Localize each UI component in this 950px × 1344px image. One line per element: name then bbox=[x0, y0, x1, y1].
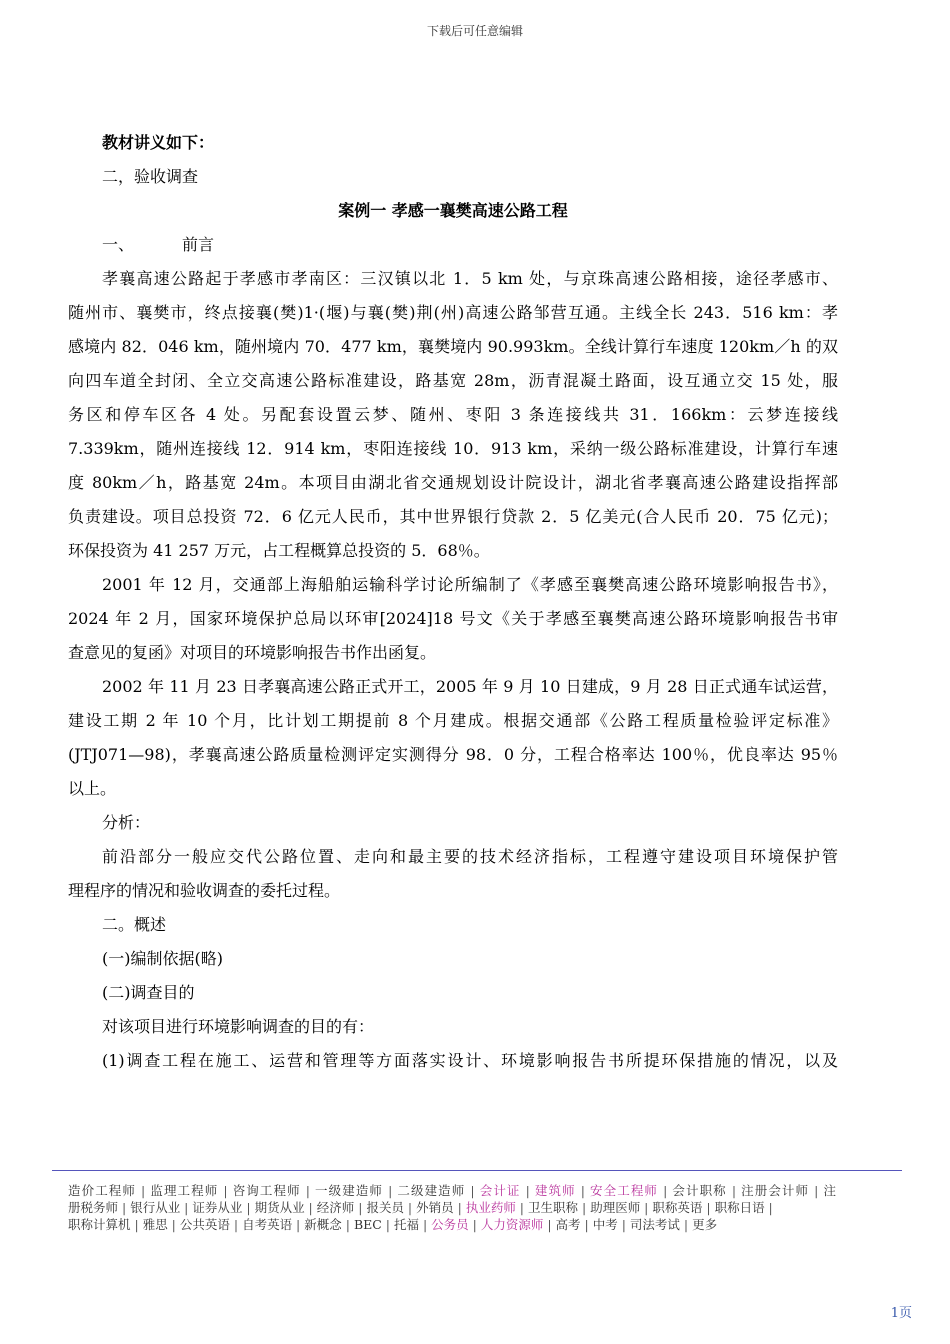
lecture-heading: 教材讲义如下： bbox=[102, 133, 215, 152]
footer-separator: | bbox=[403, 1200, 417, 1215]
footer-separator: | bbox=[381, 1217, 394, 1232]
footer-separator: | bbox=[130, 1217, 143, 1232]
footer-separator: | bbox=[218, 1183, 233, 1198]
footer-link[interactable]: 助理医师 bbox=[590, 1200, 641, 1215]
footer-link[interactable]: 自考英语 bbox=[242, 1217, 293, 1232]
section-preface bbox=[68, 228, 838, 262]
paragraph-line: 2024 年 2 月，国家环境保护总局以环审[2024]18 号文《关于孝感至襄樊高速公路环境影响报告书审 bbox=[68, 609, 838, 628]
paragraph-line: 前沿部分一般应交代公路位置、走向和最主要的技术经济指标，工程遵守建设项目环境保护管 bbox=[102, 847, 838, 866]
footer-link[interactable]: BEC bbox=[353, 1217, 382, 1232]
footer-separator: | bbox=[304, 1200, 317, 1215]
footer-link[interactable]: 高考 bbox=[555, 1217, 581, 1232]
footer-link[interactable]: 安全工程师 bbox=[590, 1183, 659, 1198]
footer-separator: | bbox=[617, 1217, 630, 1232]
footer-link[interactable]: 新概念 bbox=[304, 1217, 342, 1232]
footer-link[interactable]: 外销员 bbox=[416, 1200, 454, 1215]
footer-link[interactable]: 建筑师 bbox=[534, 1183, 576, 1198]
footer-link[interactable]: 会计职称 bbox=[672, 1183, 727, 1198]
subsection-basis: (一)编制依据(略) bbox=[102, 949, 223, 968]
paragraph-line: 以上。 bbox=[68, 779, 117, 798]
paragraph-line: 2001 年 12 月，交通部上海船舶运输科学讨论所编制了《孝感至襄樊高速公路环境影响报告书》， bbox=[102, 575, 838, 594]
section-number: 一、 bbox=[102, 235, 135, 254]
footer-link[interactable]: 职称计算机 bbox=[68, 1217, 131, 1232]
footer-link[interactable]: 经济师 bbox=[316, 1200, 355, 1215]
section-acceptance-survey: 二，验收调查 bbox=[102, 167, 199, 186]
footer-separator: | bbox=[809, 1183, 824, 1198]
footer-link[interactable]: 更多 bbox=[692, 1217, 718, 1232]
footer-row-1 bbox=[68, 1182, 836, 1199]
footer-separator: | bbox=[515, 1200, 528, 1215]
paragraph-line: 度 80km／h，路基宽 24m。本项目由湖北省交通规划设计院设计，湖北省孝襄高速公路建设指挥部 bbox=[68, 473, 838, 492]
footer-link[interactable]: 托福 bbox=[393, 1217, 419, 1232]
section-title: 前言 bbox=[182, 235, 215, 254]
footer-link[interactable]: 公务员 bbox=[431, 1217, 469, 1232]
footer-separator: | bbox=[419, 1217, 432, 1232]
footer-separator: | bbox=[242, 1200, 255, 1215]
purpose-intro: 对该项目进行环境影响调查的目的有： bbox=[102, 1017, 375, 1036]
paragraph-construction bbox=[68, 670, 838, 806]
footer-row-2 bbox=[68, 1199, 836, 1216]
paragraph-line: 环保投资为 41 257 万元，占工程概算总投资的 5．68％。 bbox=[68, 541, 490, 560]
purpose-item-1: (1)调查工程在施工、运营和管理等方面落实设计、环境影响报告书所提环保措施的情况，以及 bbox=[102, 1051, 838, 1070]
footer-separator: | bbox=[300, 1183, 316, 1198]
footer-separator: | bbox=[135, 1183, 151, 1198]
footer-link[interactable]: 中考 bbox=[592, 1217, 618, 1232]
footer-link[interactable]: 卫生职称 bbox=[528, 1200, 579, 1215]
page-number: 1页 bbox=[890, 1306, 912, 1321]
footer-separator: | bbox=[465, 1183, 480, 1198]
paragraph-line: 向四车道全封闭、全立交高速公路标准建设，路基宽 28m，沥青混凝土路面，设互通立交 15 处，服 bbox=[68, 371, 838, 390]
footer-link[interactable]: 咨询工程师 bbox=[232, 1183, 301, 1198]
footer-link[interactable]: 二级建造师 bbox=[397, 1183, 466, 1198]
footer-separator: | bbox=[118, 1200, 131, 1215]
paragraph-line: 理程序的情况和验收调查的委托过程。 bbox=[68, 881, 341, 900]
footer-separator: | bbox=[520, 1183, 535, 1198]
case-title: 案例一 孝感一襄樊高速公路工程 bbox=[338, 201, 568, 220]
footer-separator: | bbox=[543, 1217, 556, 1232]
footer-link[interactable]: 职称日语 bbox=[714, 1200, 765, 1215]
footer-separator: | bbox=[658, 1183, 673, 1198]
paragraph-line: 7.339km，随州连接线 12．914 km，枣阳连接线 10．913 km，采纳一级公路标准建设，计算行车速 bbox=[68, 439, 838, 458]
footer-separator: | bbox=[580, 1217, 593, 1232]
section-summary: 二。概述 bbox=[102, 915, 167, 934]
footer-separator: | bbox=[468, 1217, 481, 1232]
footer-link[interactable]: 报关员 bbox=[366, 1200, 404, 1215]
footer-separator: | bbox=[383, 1183, 398, 1198]
footer-link[interactable]: 执业药师 bbox=[465, 1200, 516, 1215]
paragraph-line: 负责建设。项目总投资 72．6 亿元人民币，其中世界银行贷款 2．5 亿美元(合人民币 20．75 亿元)； bbox=[68, 507, 838, 526]
footer-separator: | bbox=[679, 1217, 693, 1232]
footer-link[interactable]: 监理工程师 bbox=[150, 1183, 219, 1198]
analysis-label: 分析： bbox=[102, 813, 151, 832]
footer-separator: | bbox=[453, 1200, 466, 1215]
paragraph-line: 查意见的复函》对项目的环境影响报告书作出函复。 bbox=[68, 643, 437, 662]
subsection-purpose: (二)调查目的 bbox=[102, 983, 195, 1002]
footer-link[interactable]: 造价工程师 bbox=[68, 1183, 136, 1198]
paragraph-line: 孝襄高速公路起于孝感市孝南区：三汉镇以北 1．5 km 处，与京珠高速公路相接，途径孝感市、 bbox=[102, 269, 838, 288]
footer-separator: | bbox=[640, 1200, 653, 1215]
footer-links bbox=[68, 1182, 836, 1233]
footer-separator: | bbox=[167, 1217, 180, 1232]
footer-separator: | bbox=[229, 1217, 243, 1232]
footer-link[interactable]: 期货从业 bbox=[254, 1200, 305, 1215]
paragraph-line: (JTJ071—98)，孝襄高速公路质量检测评定实测得分 98．0 分，工程合格率达 100％，优良率达 95％ bbox=[68, 745, 838, 764]
footer-link[interactable]: 册税务师 bbox=[68, 1200, 119, 1215]
footer-separator: | bbox=[180, 1200, 193, 1215]
footer-link[interactable]: 证券从业 bbox=[192, 1200, 243, 1215]
paragraph-analysis bbox=[68, 840, 838, 908]
footer-link[interactable]: 司法考试 bbox=[629, 1217, 680, 1232]
footer-separator: | bbox=[726, 1183, 742, 1198]
footer-link[interactable]: 会计证 bbox=[479, 1183, 521, 1198]
footer-link[interactable]: 雅思 bbox=[142, 1217, 168, 1232]
footer-separator: | bbox=[354, 1200, 367, 1215]
paragraph-line: 2002 年 11 月 23 日孝襄高速公路正式开工，2005 年 9 月 10 日建成，9 月 28 日正式通车试运营， bbox=[102, 677, 838, 696]
footer-separator: | bbox=[575, 1183, 591, 1198]
footer-link[interactable]: 人力资源师 bbox=[480, 1217, 544, 1232]
page-header: 下载后可任意编辑 bbox=[426, 24, 523, 38]
footer-link[interactable]: 职称英语 bbox=[652, 1200, 703, 1215]
paragraph-line: 务区和停车区各 4 处。另配套设置云梦、随州、枣阳 3 条连接线共 31．166km：云梦连接线 bbox=[68, 405, 838, 424]
paragraph-line: 随州市、襄樊市，终点接襄(樊)1·(堰)与襄(樊)荆(州)高速公路邹营互通。主线全长 243．516 km：孝 bbox=[68, 303, 838, 322]
paragraph-eia-report bbox=[68, 568, 838, 670]
footer-divider bbox=[52, 1170, 902, 1171]
paragraph-line: 建设工期 2 年 10 个月，比计划工期提前 8 个月建成。根据交通部《公路工程质量检验评定标准》 bbox=[68, 711, 838, 730]
footer-link[interactable]: 注册会计师 bbox=[741, 1183, 810, 1198]
footer-separator: | bbox=[702, 1200, 715, 1215]
footer-row-3 bbox=[68, 1216, 836, 1233]
footer-link[interactable]: 银行从业 bbox=[130, 1200, 181, 1215]
footer-separator: | bbox=[292, 1217, 305, 1232]
footer-separator: | bbox=[578, 1200, 591, 1215]
footer-separator: | bbox=[764, 1200, 773, 1215]
footer-link[interactable]: 注 bbox=[823, 1183, 836, 1198]
paragraph-line: 感境内 82．046 km，随州境内 70．477 km，襄樊境内 90.993km。全线计算行车速度 120km／h 的双 bbox=[68, 337, 838, 356]
footer-separator: | bbox=[341, 1217, 354, 1232]
paragraph-overview bbox=[68, 262, 838, 568]
footer-link[interactable]: 公共英语 bbox=[179, 1217, 230, 1232]
document-body bbox=[68, 126, 838, 1078]
footer-link[interactable]: 一级建造师 bbox=[315, 1183, 384, 1198]
